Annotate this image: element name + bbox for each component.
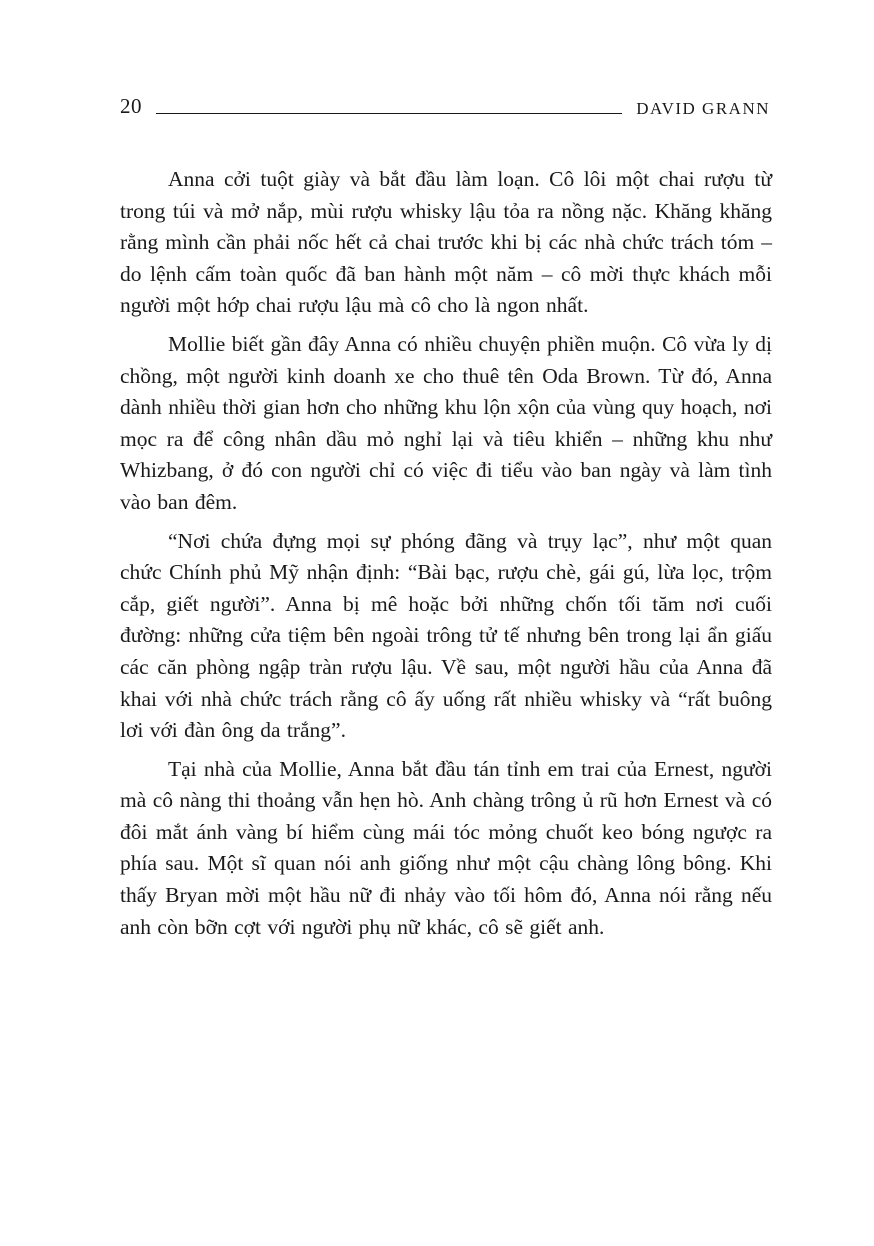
body-text [120, 164, 772, 950]
paragraph: “Nơi chứa đựng mọi sự phóng đãng và trụy lạc”, như một quan chức Chính phủ Mỹ nhận định: “Bài bạc, rượu chè, gái gú, lừa lọc, trộm cắp, giết người”. Anna bị mê hoặc bởi những chốn tối tăm nơi cuối đường: những cửa tiệm bên ngoài trông tử tế nhưng bên trong lại ẩn giấu các căn phòng ngập tràn rượu lậu. Về sau, một người hầu của Anna đã khai với nhà chức trách rằng cô ấy uống rất nhiều whisky và “rất buông lơi với đàn ông da trắng”. [120, 528, 772, 743]
running-header [120, 96, 770, 117]
paragraph: Anna cởi tuột giày và bắt đầu làm loạn. Cô lôi một chai rượu từ trong túi và mở nắp, mùi rượu whisky lậu tỏa ra nồng nặc. Khăng khăng rằng mình cần phải nốc hết cả chai trước khi bị các nhà chức trách tóm – do lệnh cấm toàn quốc đã ban hành một năm – cô mời thực khách mỗi người một hớp chai rượu lậu mà cô cho là ngon nhất. [120, 167, 772, 318]
author-name: DAVID GRANN [636, 99, 770, 118]
header-rule [156, 112, 622, 114]
paragraph: Tại nhà của Mollie, Anna bắt đầu tán tỉnh em trai của Ernest, người mà cô nàng thi thoảng vẫn hẹn hò. Anh chàng trông ủ rũ hơn Ernest và có đôi mắt ánh vàng bí hiểm cùng mái tóc mỏng chuốt keo bóng ngược ra phía sau. Một sĩ quan nói anh giống như một cậu chàng lông bông. Khi thấy Bryan mời một hầu nữ đi nhảy vào tối hôm đó, Anna nói rằng nếu anh còn bỡn cợt với người phụ nữ khác, cô sẽ giết anh. [120, 756, 772, 939]
page-number: 20 [120, 94, 142, 118]
paragraph: Mollie biết gần đây Anna có nhiều chuyện phiền muộn. Cô vừa ly dị chồng, một người kinh doanh xe cho thuê tên Oda Brown. Từ đó, Anna dành nhiều thời gian hơn cho những khu lộn xộn của vùng quy hoạch, nơi mọc ra để công nhân dầu mỏ nghỉ lại và tiêu khiển – những khu như Whizbang, ở đó con người chỉ có việc đi tiểu vào ban ngày và làm tình vào ban đêm. [120, 331, 772, 514]
